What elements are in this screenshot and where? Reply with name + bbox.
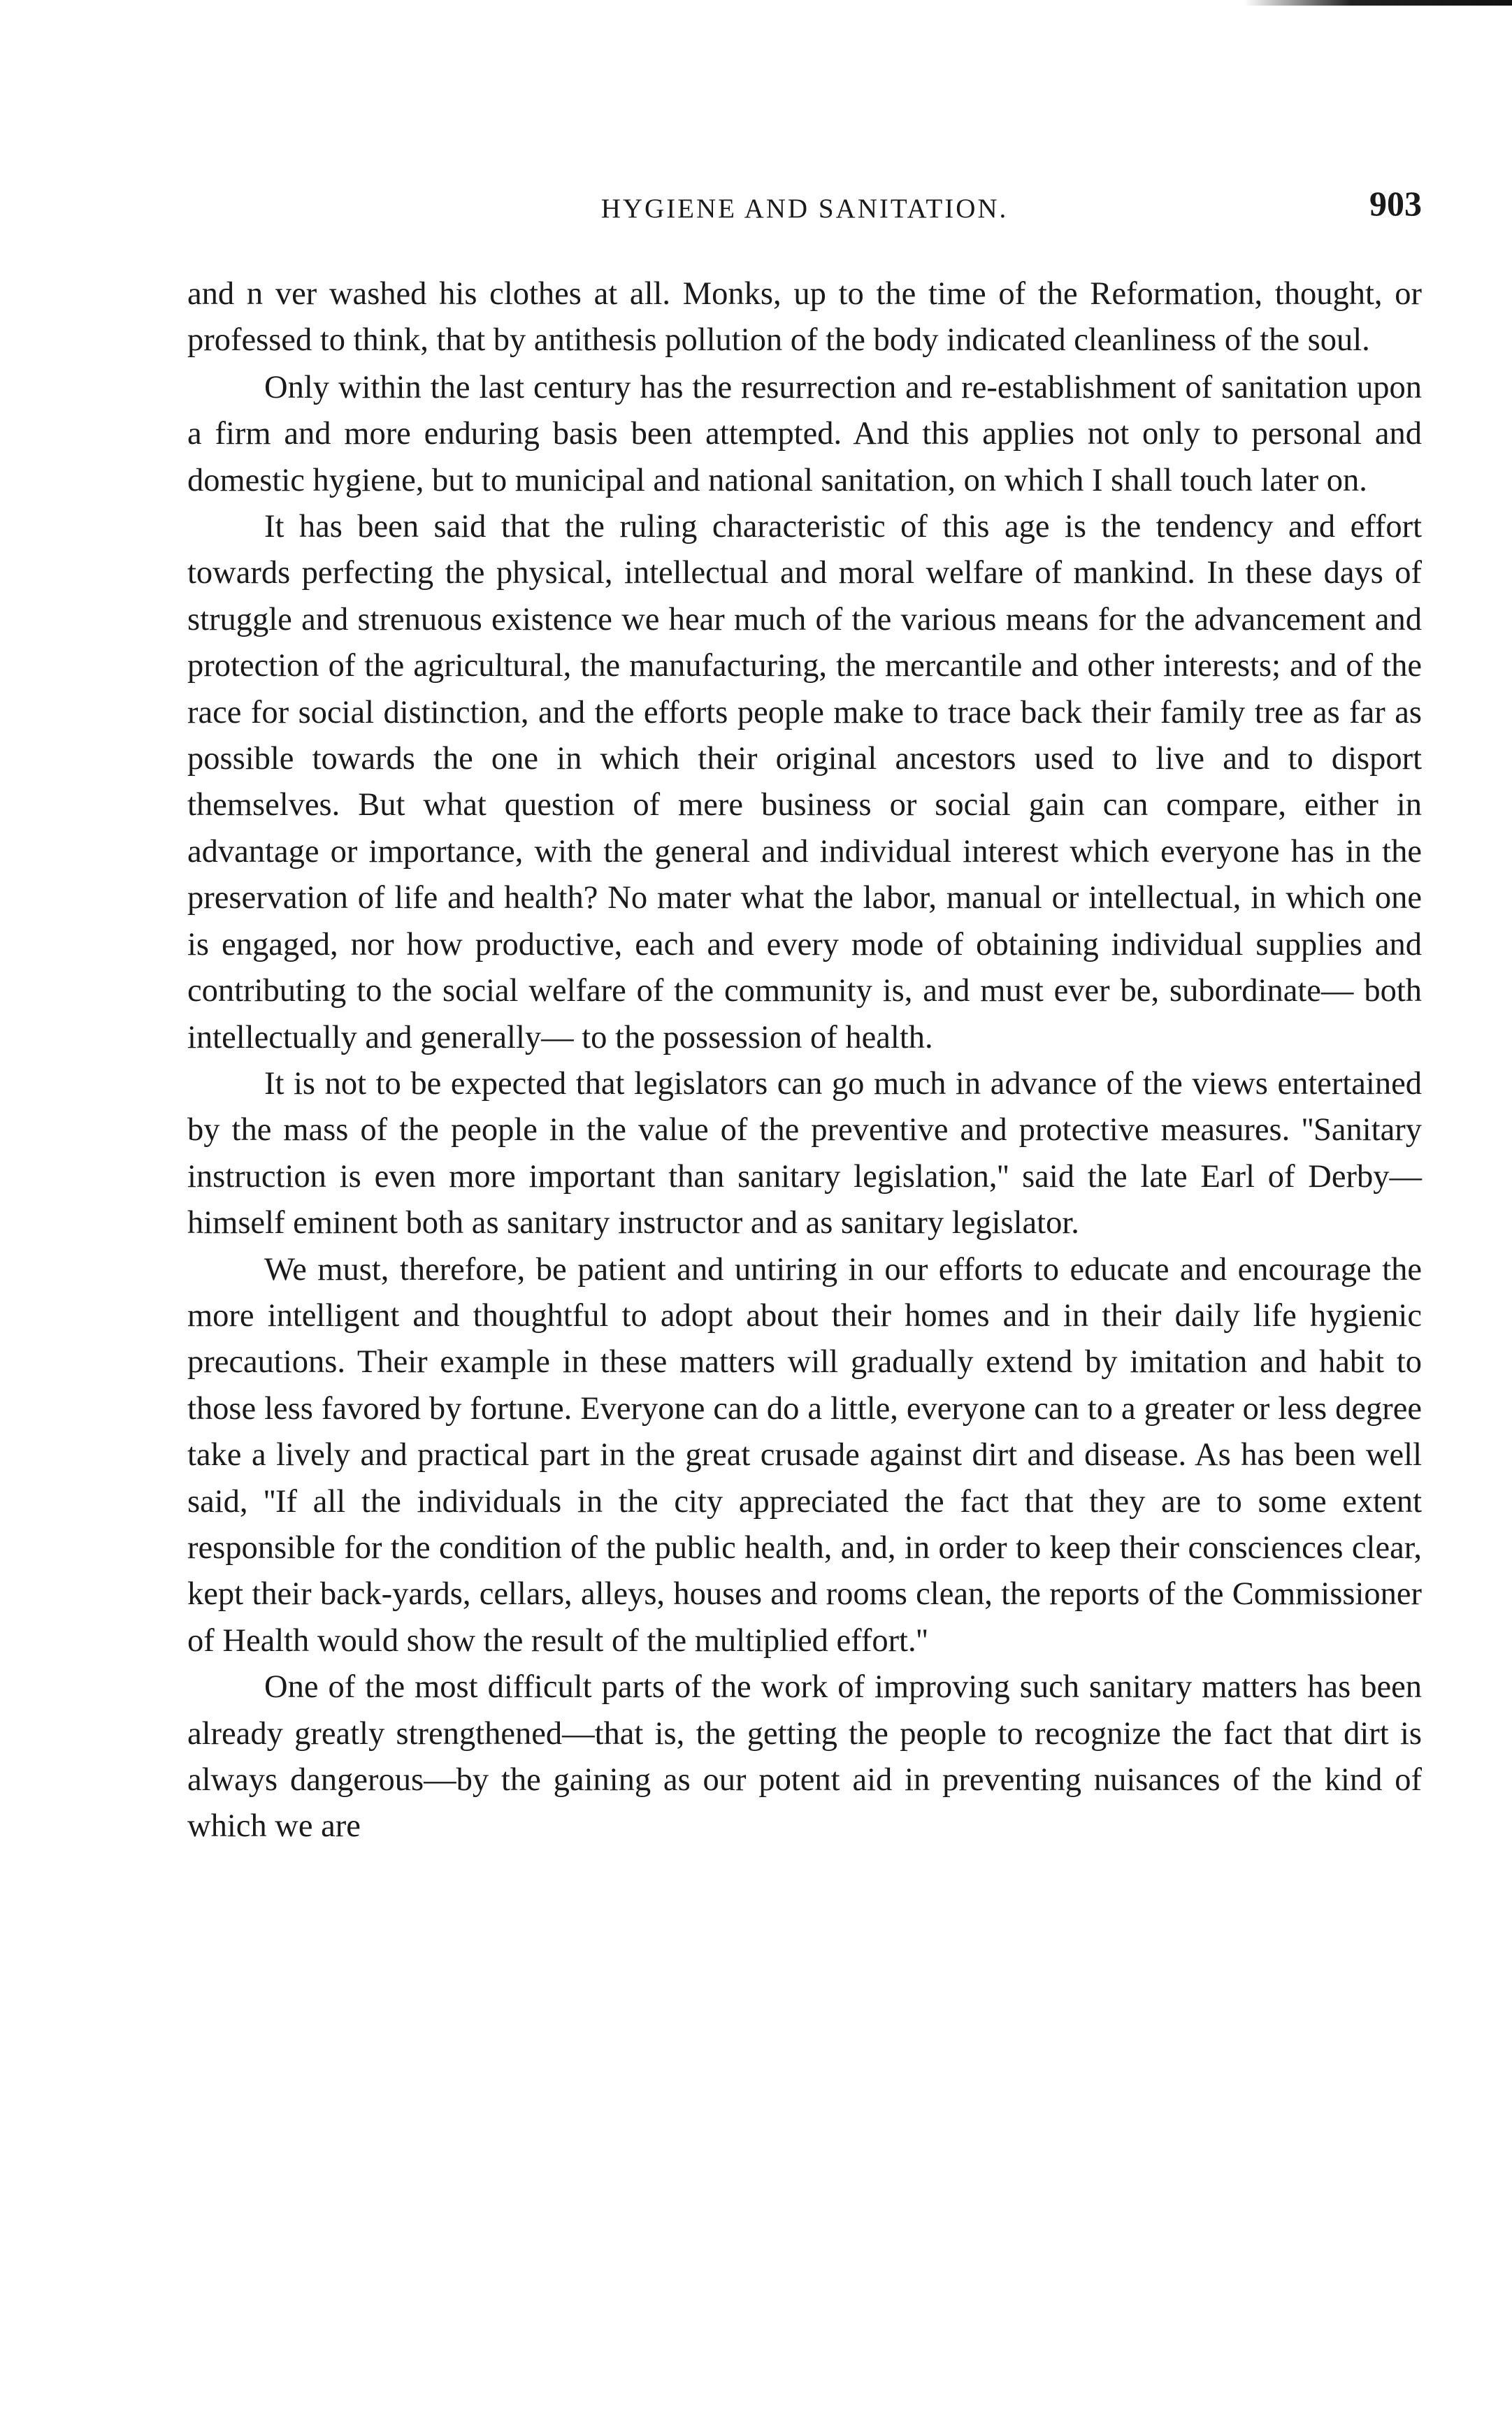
running-head [187,183,1422,232]
paragraph-3: It has been said that the ruling characteristic of this age is the tendency and effort towards perfecting the physical, intellectual and moral welfare of mankind. In these days of struggle and strenuous existence we hear much of the various means for the advancement and protection of the agricultural, the manufacturing, the mercantile and other interests; and of the race for social distinction, and the efforts people make to trace back their family tree as far as possible towards the one in which their original ancestors used to live and to disport themselves. But what question of mere business or social gain can compare, either in advantage or importance, with the general and individual interest which everyone has in the preservation of life and health? No mater what the labor, manual or intellectual, in which one is engaged, nor how productive, each and every mode of obtaining individual supplies and contributing to the social welfare of the community is, and must ever be, subordinate— both intellectually and generally— to the possession of health. [187,509,1422,1055]
paragraph-5: We must, therefore, be patient and untiring in our efforts to educate and encourage the more intelligent and thoughtful to adopt about their homes and in their daily life hygienic precautions. Their example in these matters will gradually extend by imitation and habit to those less favored by fortune. Everyone can do a little, everyone can to a greater or less degree take a lively and practical part in the great crusade against dirt and disease. As has been well said, ''If all the individuals in the city appreciated the fact that they are to some extent responsible for the condition of the public health, and, in order to keep their consciences clear, kept their back-yards, cellars, alleys, houses and rooms clean, the reports of the Commissioner of Health would show the result of the multiplied effort.'' [187,1251,1422,1659]
scan-edge-mark [1244,0,1512,6]
body-text [187,271,1422,1850]
page-number: 903 [1369,184,1422,223]
paragraph-4: It is not to be expected that legislators can go much in advance of the views entertained by the mass of the people in the value of the preventive and protective measures. ''Sanitary instruction is even more important than sanitary legislation,'' said the late Earl of Derby—himself eminent both as sanitary instructor and as sanitary legislator. [187,1065,1422,1241]
paragraph-6: One of the most difficult parts of the work of improving such sanitary matters has been already greatly strengthened—that is, the getting the people to recognize the fact that dirt is always dangerous—by the gaining as our potent aid in preventing nuisances of the kind of which we are [187,1669,1422,1845]
paragraph-1: and n ver washed his clothes at all. Monks, up to the time of the Reformation, thought, or professed to think, that by antithesis pollution of the body indicated cleanliness of the soul. [187,276,1422,359]
running-title: HYGIENE AND SANITATION. [600,194,1009,224]
paragraph-2: Only within the last century has the resurrection and re-establishment of sanitation upon a firm and more enduring basis been attempted. And this applies not only to personal and domestic hygiene, but to municipal and national sanitation, on which I shall touch later on. [187,369,1422,498]
